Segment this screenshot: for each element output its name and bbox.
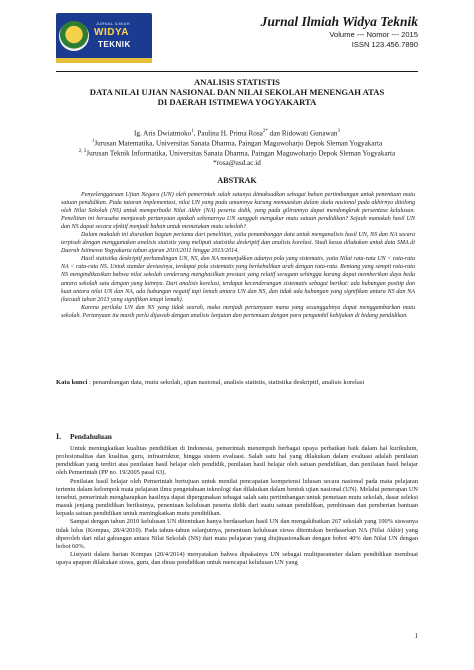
affiliation-1: $^1$Jurusan Matematika, Universitas Sanata Dharma, Paingan Maguwoharjo Depok Sleman Yogyakarta	[91, 139, 383, 148]
body-paragraph: Untuk meningkatkan kualitas pendidikan di Indonesia, pemerintah menempuh berbagai upaya perbaikan baik dalam hal kurikulum, profesionalitas dan kualitas guru, infrastruktur, hingga sistem evaluasi. Salah satu hal yang dilakukan dalam evaluasi adalah penilaian pendidikan yang terdiri atas penilaian hasil belajar oleh pendidik, penilaian hasil belajar oleh satuan pendidikan, dan penilaian hasil belajar oleh Pemerintah (PP no. 19/2005 pasal 63).	[56, 445, 418, 477]
title-line: DATA NILAI UJIAN NASIONAL DAN NILAI SEKOLAH MENENGAH ATAS	[89, 86, 385, 97]
body-paragraph: Penilaian hasil belajar oleh Pemerintah bertujuan untuk menilai pencapaian kompetensi lulusan secara nasional pada mata pelajaran tertentu dalam kelompok mata pelajaran ilmu pengetahuan teknologi dan dilakukan dalam bentuk ujian nasional (UN). Melalui penerapan UN tersebut, pemerintah mengharapkan hasilnya dapat dipergunakan sebagai salah satu pertimbangan untuk pemetaan mutu sekolah, dasar seleksi masuk jenjang pendidikan berikutnya, penentuan kelulusan peserta didik dari suatu satuan pendidikan, pembinaan dan pemberian bantuan kepada satuan pendidikan untuk meningkatkan mutu pendidikan.	[56, 477, 418, 518]
author-email: *rosa@usd.ac.id	[213, 158, 261, 167]
author-name: Ig. Aris Dwiatmoko	[133, 129, 192, 138]
affiliation-2: $^{2, 3}$Jurusan Teknik Informatika, Universitas Sanata Dharma, Paingan Maguwoharjo Depok Sleman Yogyakarta	[78, 149, 396, 158]
university-seal-icon	[59, 21, 89, 51]
body-paragraph: Sampai dengan tahun 2010 kelulusan UN ditentukan hanya berdasarkan hasil UN dan mengakibatkan 267 sekolah yang 100% siswanya tidak lulus (Kompas, 28/4/2010). Pada tahun-tahun selanjutnya, penentuan kelulusan siswa ditentukan berdasarkan NA (Nilai Akhir) yang diperoleh dari nilai gabungan antara Nilai Sekolah (NS) dari mata pelajaran yang diujinasionalkan dengan bobot 40% dan Nilai UN dengan bobot 60%.	[56, 518, 418, 550]
journal-info	[261, 14, 418, 50]
volume-line: Volume --- Nomor --- 2015	[329, 30, 418, 39]
section-title: Pendahuluan	[70, 432, 112, 441]
abstract-paragraph: Dalam makalah ini diuraikan bagian pertama dari penelitian, yaitu penambangan data untuk menganalisis hasil UN, NS dan NA secara terpisah dengan menggunakan analisis statistis yang meliputi statistika deskriptif dan analisis korelasi. Studi kasus dilakukan untuk data SMA di Daerah Istimewa Yogyakarta tahun ajaran 2010/2011 hingga 2013/2014.	[61, 232, 415, 255]
title-line: DI DAERAH ISTIMEWA YOGYAKARTA	[157, 96, 317, 107]
logo-word-widya: WIDYA	[94, 27, 129, 38]
logo-stripe	[56, 58, 152, 63]
abstract-paragraph: Karena perilaku UN dan NS yang tidak searah, maka menjadi pertanyaan mana yang sesungguhnya dapat menggambarkan mutu sekolah. Pertanyaan itu masih perlu dijawab dengan analisis lanjutan dan pertemuan dengan para pengambil kebijakan di bidang pendidikan.	[61, 304, 415, 319]
abstract-heading: ABSTRAK	[217, 176, 257, 185]
paper-title	[56, 78, 418, 107]
keywords-label: Kata kunci	[56, 379, 88, 386]
author-name: Ridowati Gunawan	[281, 129, 338, 138]
keywords	[56, 379, 418, 387]
section-number: I.	[56, 432, 62, 441]
body-paragraph: Listyarti dalam harian Kompas (20/4/2014) menyatakan bahwa dipakainya UN sebagai multiparameter dalam pendidikan membuat upaya apapun dilakukan siswa, guru, dan dinas pendidikan untuk mencapai kelulusan UN yang	[56, 551, 418, 567]
page-number: 1	[414, 632, 418, 640]
header-rule	[56, 71, 418, 72]
section-heading	[56, 432, 112, 441]
author-name: Paulina H. Prima Rosa	[197, 129, 263, 138]
abstract-paragraph: Penyelenggaraan Ujian Negara (UN) oleh pemerintah salah satunya dimaksudkan sebagai bahan pertimbangan untuk penentuan mutu satuan pendidikan. Pada tataran implementasi, nilai UN yang pada umumnya kurang memuaskan dalam skala nasional pada akhirnya ditolong oleh Nilai Sekolah (NS) untuk memperbaiki Nilai Akhir (NA) peserta didik, yang pada gilirannya dapat mendongkrak persentase kelulusan. Penelitian ini berusaha menjawab pertanyaan apakah sebenarnya UN sungguh mengukur mutu satuan pendidikan? Sejauh manakah hasil UN dan NS dapat secara efektif menjadi bahan untuk memetakan mutu sekolah?	[61, 192, 415, 231]
author-names: Ig. Aris Dwiatmoko$^1$, Paulina H. Prima Rosa$^{2*}$ dan Ridowati Gunawan$^3$	[133, 129, 341, 138]
author-block	[56, 128, 418, 167]
abstract-body	[61, 191, 415, 320]
logo-small-text: JURNAL ILMIAH	[96, 21, 130, 26]
logo-word-teknik: TEKNIK	[98, 40, 131, 49]
section-body	[56, 445, 418, 567]
journal-title: Jurnal Ilmiah Widya Teknik	[260, 14, 418, 29]
keywords-text: : penambangan data, mutu sekolah, ujian nasional, analisis statistis, statistika deskriptif, analisis korelasi	[87, 379, 365, 386]
journal-logo	[56, 13, 152, 63]
title-line: ANALISIS STATISTIS	[194, 77, 280, 87]
issn-line: ISSN 123.456.7890	[351, 40, 418, 49]
abstract-paragraph: Hasil statistika deskriptif perbandingan UN, NS, dan NA menunjukkan adanya pola yang sistematis, yaitu Nilai rata-rata UN < rata-rata NA < rata-rata NS. Untuk standar deviasinya, terdapat pola sistematis yang berkebalikan arah dengan rata-rata. Rentang yang sempit rata-rata NS mengindikasikan bahwa nilai sekolah cenderung menghasilkan prestasi yang relatif seragam sehingga kurang dapat memberikan daya beda antara sekolah satu dengan yang lainnya. Dari analisis korelasi, terdapat kecenderungan sistematis sebagai berikut: ada hubungan positip dan kuat antara nilai UN dan NA, ada hubungan negatif tapi lemah antara UN dan NS, dan tidak ada hubungan yang signifikan antara NS dan NA (kecuali tahun 2013 yang signifikan tetapi lemah).	[61, 256, 415, 303]
